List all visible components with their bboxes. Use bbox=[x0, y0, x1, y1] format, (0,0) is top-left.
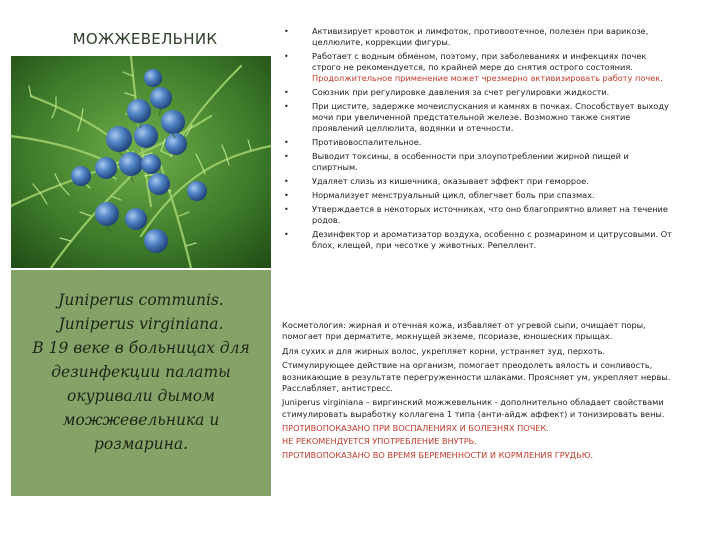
caption-line: Juniperus communis. bbox=[58, 291, 224, 309]
bullet-icon: • bbox=[284, 52, 289, 61]
caption-line: окуривали дымом bbox=[66, 387, 215, 405]
caption-line: Juniperus virginiana. bbox=[58, 315, 224, 333]
list-item-text: Дезинфектор и ароматизатор воздуха, особенно с розмарином и цитрусовыми. От блох, клещей, при чесотке у животных. Репеллент. bbox=[312, 228, 672, 250]
juniper-illustration bbox=[11, 56, 271, 268]
juniper-photo bbox=[11, 56, 271, 268]
list-item bbox=[284, 176, 674, 187]
list-item bbox=[284, 87, 674, 98]
page-title: МОЖЖЕВЕЛЬНИК bbox=[72, 30, 218, 48]
contraindication-text: ПРОТИВОПОКАЗАНО ВО ВРЕМЯ БЕРЕМЕННОСТИ И КОРМЛЕНИЯ ГРУДЬЮ. bbox=[282, 449, 594, 460]
paragraph: Для сухих и для жирных волос, укрепляет корни, устраняет зуд, перхоть. bbox=[282, 345, 606, 356]
list-item bbox=[284, 101, 674, 135]
list-item-text: Удаляет слизь из кишечника, оказывает эффект при геморрое. bbox=[312, 176, 589, 186]
warning-text: Продолжительное применение может чрезмерно активизировать работу почек. bbox=[312, 73, 663, 84]
list-item-text: Союзник при регулировке давления за счет регулировки жидкости. bbox=[312, 87, 610, 98]
caption-line: можжевельника и bbox=[62, 411, 220, 429]
list-item bbox=[284, 190, 674, 201]
bullet-icon: • bbox=[284, 204, 289, 214]
list-item bbox=[284, 229, 674, 251]
list-item bbox=[284, 137, 674, 148]
caption-text bbox=[11, 288, 271, 456]
caption-panel bbox=[11, 270, 271, 496]
list-item-text: Нормализует менструальный цикл, облегчает боль при спазмах. bbox=[312, 189, 595, 200]
list-item-text: При цистите, задержке мочеиспускания и камнях в почках. Способствует выходу мочи при увеличенной предстательной железе. Возможно также снятие проявлений целлюлита, водянки и отечности. bbox=[312, 101, 669, 134]
list-item-text: Работает с водным обменом, поэтому, при заболеваниях и инфекциях почек строго не рекомендуется, по крайней мере до снятия острого состояния. bbox=[312, 51, 647, 73]
list-item-text: Активизирует кровоток и лимфоток, противоотечное, полезен при варикозе, целлюлите, коррекции фигуры. bbox=[312, 26, 649, 48]
caption-line: В 19 веке в больницах для bbox=[32, 339, 250, 357]
bullet-icon: • bbox=[284, 88, 289, 98]
contraindication-text: НЕ РЕКОМЕНДУЕТСЯ УПОТРЕБЛЕНИЕ ВНУТРЬ. bbox=[282, 436, 477, 447]
list-item bbox=[284, 204, 674, 226]
list-item-text: Выводит токсины, в особенности при злоупотреблении жирной пищей и спиртным. bbox=[312, 151, 629, 173]
bullet-icon: • bbox=[284, 27, 289, 36]
caption-line: розмарина. bbox=[93, 435, 189, 453]
list-item bbox=[284, 51, 674, 85]
bullet-icon: • bbox=[284, 190, 289, 200]
bullet-icon: • bbox=[284, 138, 289, 148]
bullet-icon: • bbox=[284, 102, 289, 111]
bullet-icon: • bbox=[284, 152, 289, 161]
list-item bbox=[284, 151, 674, 173]
cosmetology-section bbox=[282, 320, 674, 463]
list-item-text: Противовоспалительное. bbox=[312, 137, 422, 148]
paragraph: Стимулирующее действие на организм, помогает преодолеть вялость и сонливость, возникающие в результате перегруженности шлаками. Проясняет ум, укрепляет нервы. Расслабляет, антистресс. bbox=[282, 360, 671, 393]
caption-line: дезинфекции палаты bbox=[51, 363, 231, 381]
list-item bbox=[284, 26, 674, 48]
list-item-text: Утверждается в некоторых источниках, что оно благоприятно влияет на течение родов. bbox=[312, 203, 668, 225]
properties-list bbox=[284, 26, 674, 254]
paragraph: Juniperus virginiana – виргинский можжевельник - дополнительно обладает свойствами стимулировать выработку коллагена 1 типа (анти-айдж аффект) и тонизировать вены. bbox=[282, 397, 665, 419]
bullet-icon: • bbox=[284, 177, 289, 186]
contraindication-text: ПРОТИВОПОКАЗАНО ПРИ ВОСПАЛЕНИЯХ И БОЛЕЗНЯХ ПОЧЕК. bbox=[282, 423, 549, 434]
bullet-icon: • bbox=[284, 229, 289, 239]
paragraph: Косметология: жирная и отечная кожа, избавляет от угревой сыпи, очищает поры, помогает при дерматите, мокнущей экземе, псориазе, юношеских прыщах. bbox=[282, 320, 646, 342]
